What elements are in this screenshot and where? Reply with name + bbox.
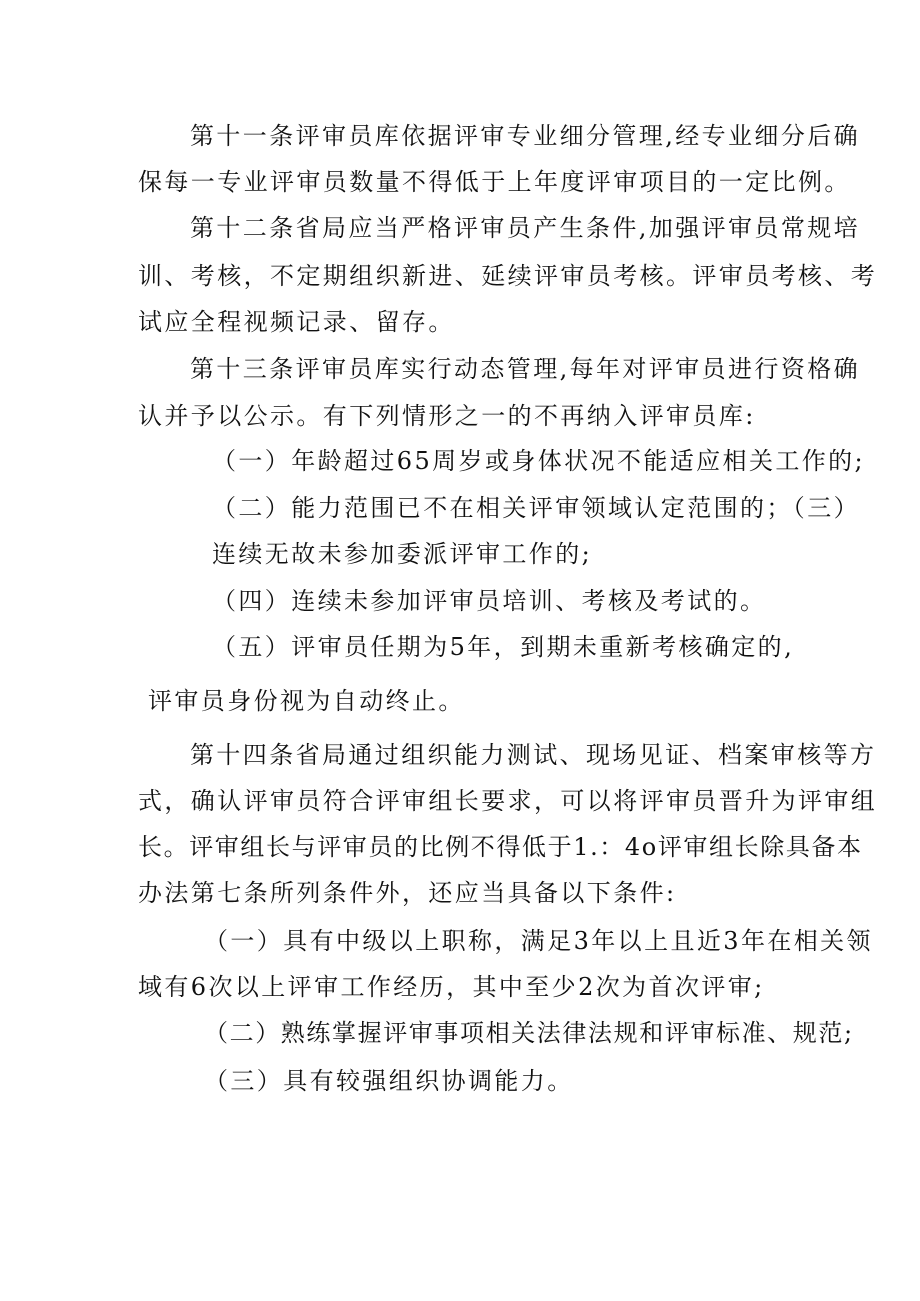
article-12-line-1: 第十二条省局应当严格评审员产生条件,加强评审员常规培 <box>190 214 861 242</box>
article-14-item-2: （二）熟练掌握评审事项相关法律法规和评审标准、规范; <box>204 1019 854 1047</box>
article-12-line-2: 训、考核，不定期组织新进、延续评审员考核。评审员考核、考 <box>138 262 878 290</box>
article-13-item-1: （一）年龄超过65周岁或身体状况不能适应相关工作的; <box>212 447 866 475</box>
article-14-item-1-continued: 域有6次以上评审工作经历，其中至少2次为首次评审; <box>138 973 765 1001</box>
article-13-closing: 评审员身份视为自动终止。 <box>148 687 465 715</box>
article-13-item-2: （二）能力范围已不在相关评审领域认定范围的；（三） <box>212 494 860 522</box>
article-13-line-2: 认并予以公示。有下列情形之一的不再纳入评审员库: <box>138 402 756 430</box>
article-13-line-1: 第十三条评审员库实行动态管理,每年对评审员进行资格确 <box>190 355 861 383</box>
article-13-item-2-continued: 连续无故未参加委派评审工作的; <box>212 540 593 568</box>
article-14-item-3: （三）具有较强组织协调能力。 <box>204 1067 574 1095</box>
article-14-line-3: 长。评审组长与评审员的比例不得低于1.：4o评审组长除具备本 <box>138 833 863 861</box>
article-14-line-2: 式，确认评审员符合评审组长要求，可以将评审员晋升为评审组 <box>138 787 878 815</box>
article-13-item-4: （四）连续未参加评审员培训、考核及考试的。 <box>212 587 767 615</box>
article-13-item-5: （五）评审员任期为5年，到期未重新考核确定的, <box>212 633 795 661</box>
article-11-line-1: 第十一条评审员库依据评审专业细分管理,经专业细分后确 <box>190 122 861 150</box>
article-14-line-4: 办法第七条所列条件外，还应当具备以下条件: <box>138 879 677 907</box>
article-14-line-1: 第十四条省局通过组织能力测试、现场见证、档案审核等方 <box>190 741 877 769</box>
article-11-line-2: 保每一专业评审员数量不得低于上年度评审项目的一定比例。 <box>138 168 851 196</box>
article-12-line-3: 试应全程视频记录、留存。 <box>138 308 455 336</box>
article-14-item-1: （一）具有中级以上职称，满足3年以上且近3年在相关领 <box>204 927 873 955</box>
